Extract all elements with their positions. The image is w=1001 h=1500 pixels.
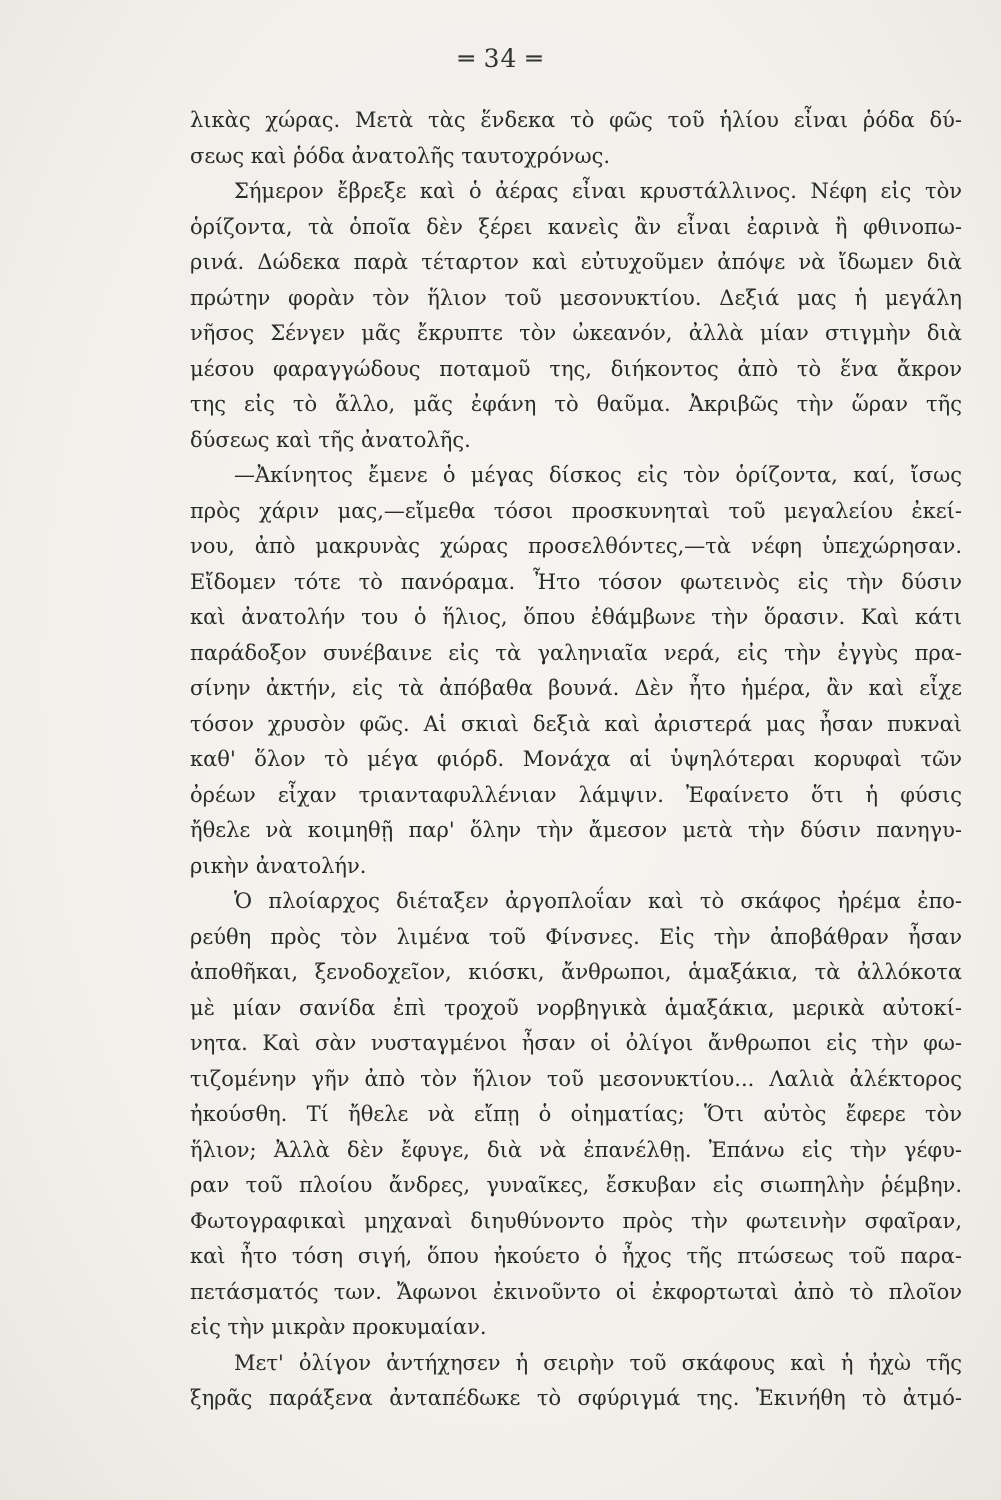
- text-line: σεως καὶ ῥόδα ἀνατολῆς ταυτοχρόνως.: [190, 143, 611, 168]
- text-line: ἥλιον; Ἀλλὰ δὲν ἔφυγε, διὰ νὰ ἐπανέλθῃ. Ἐπάνω εἰς τὴν γέφυ-: [190, 1137, 962, 1162]
- text-line: Εἴδομεν τότε τὸ πανόραμα. Ἦτο τόσον φωτεινὸς εἰς τὴν δύσιν: [190, 569, 962, 594]
- text-line: τιζομένην γῆν ἀπὸ τὸν ἥλιον τοῦ μεσονυκτίου... Λαλιὰ ἀλέκτορος: [190, 1066, 962, 1091]
- text-line: ρεύθη πρὸς τὸν λιμένα τοῦ Φίνσνες. Εἰς τὴν ἀποβάθραν ἦσαν: [190, 924, 962, 949]
- text-line: ὀρέων εἶχαν τριανταφυλλένιαν λάμψιν. Ἐφαίνετο ὅτι ἡ φύσις: [190, 782, 962, 807]
- text-line: δύσεως καὶ τῆς ἀνατολῆς.: [190, 427, 471, 452]
- text-line: σίνην ἀκτήν, εἰς τὰ ἀπόβαθα βουνά. Δὲν ἦτο ἡμέρα, ἂν καὶ εἶχε: [190, 676, 962, 700]
- text-line: ἤθελε νὰ κοιμηθῇ παρ' ὅλην τὴν ἄμεσον μετὰ τὴν δύσιν πανηγυ-: [190, 818, 962, 842]
- text-line: μὲ μίαν σανίδα ἐπὶ τροχοῦ νορβηγικὰ ἁμαξάκια, μερικὰ αὐτοκί-: [190, 995, 962, 1020]
- page-number: ═ 34 ═: [458, 44, 543, 73]
- text-line: μέσου φαραγγώδους ποταμοῦ της, διήκοντος ἀπὸ τὸ ἕνα ἄκρον: [190, 356, 962, 381]
- text-line: παράδοξον συνέβαινε εἰς τὰ γαληνιαῖα νερά, εἰς τὴν ἐγγὺς πρα-: [190, 640, 962, 665]
- text-line: εἰς τὴν μικρὰν προκυμαίαν.: [190, 1315, 487, 1339]
- text-line: καθ' ὅλον τὸ μέγα φιόρδ. Μονάχα αἱ ὑψηλότεραι κορυφαὶ τῶν: [190, 747, 962, 771]
- text-line: καὶ ἦτο τόση σιγή, ὅπου ἠκούετο ὁ ἦχος τῆς πτώσεως τοῦ παρα-: [190, 1244, 962, 1268]
- text-line: ἀποθῆκαι, ξενοδοχεῖον, κιόσκι, ἄνθρωποι, ἁμαξάκια, τὰ ἀλλόκοτα: [190, 960, 962, 984]
- text-line: ρινά. Δώδεκα παρὰ τέταρτον καὶ εὐτυχοῦμεν ἀπόψε νὰ ἴδωμεν διὰ: [190, 250, 962, 274]
- text-line: ξηρᾶς παράξενα ἀνταπέδωκε τὸ σφύριγμά της. Ἐκινήθη τὸ ἀτμό-: [190, 1386, 962, 1410]
- text-line: πρὸς χάριν μας,—εἴμεθα τόσοι προσκυνηταὶ τοῦ μεγαλείου ἐκεί-: [190, 498, 962, 523]
- text-line: Μετ' ὀλίγον ἀντήχησεν ἡ σειρὴν τοῦ σκάφους καὶ ἡ ἠχὼ τῆς: [234, 1350, 962, 1375]
- text-line: ρικὴν ἀνατολήν.: [190, 853, 367, 878]
- text-line: νῆσος Σένγεν μᾶς ἔκρυπτε τὸν ὠκεανόν, ἀλλὰ μίαν στιγμὴν διὰ: [190, 321, 962, 345]
- text-line: λικὰς χώρας. Μετὰ τὰς ἕνδεκα τὸ φῶς τοῦ ἡλίου εἶναι ῥόδα δύ-: [190, 108, 962, 132]
- text-line: ραν τοῦ πλοίου ἄνδρες, γυναῖκες, ἔσκυβαν εἰς σιωπηλὴν ῥέμβην.: [190, 1173, 962, 1197]
- text-line: νου, ἀπὸ μακρυνὰς χώρας προσελθόντες,—τὰ νέφη ὑπεχώρησαν.: [190, 534, 962, 558]
- text-line: τόσον χρυσὸν φῶς. Αἱ σκιαὶ δεξιὰ καὶ ἀριστερά μας ἦσαν πυκναὶ: [190, 711, 962, 736]
- text-line: καὶ ἀνατολήν του ὁ ἥλιος, ὅπου ἐθάμβωνε τὴν ὅρασιν. Καὶ κάτι: [190, 605, 962, 629]
- text-line: πρώτην φορὰν τὸν ἥλιον τοῦ μεσονυκτίου. Δεξιά μας ἡ μεγάλη: [190, 285, 962, 310]
- text-line: ὁρίζοντα, τὰ ὁποῖα δὲν ξέρει κανεὶς ἂν εἶναι ἐαρινὰ ἢ φθινοπω-: [190, 214, 962, 239]
- page-body-text: [190, 103, 962, 1417]
- text-line: Ὁ πλοίαρχος διέταξεν ἀργοπλοΐαν καὶ τὸ σκάφος ἠρέμα ἐπο-: [234, 889, 962, 913]
- text-line: της εἰς τὸ ἄλλο, μᾶς ἐφάνη τὸ θαῦμα. Ἀκριβῶς τὴν ὥραν τῆς: [190, 392, 962, 416]
- text-line: Σήμερον ἔβρεξε καὶ ὁ ἀέρας εἶναι κρυστάλλινος. Νέφη εἰς τὸν: [234, 179, 962, 203]
- text-line: —Ἀκίνητος ἔμενε ὁ μέγας δίσκος εἰς τὸν ὁρίζοντα, καί, ἴσως: [234, 463, 962, 487]
- text-line: ἠκούσθη. Τί ἤθελε νὰ εἴπῃ ὁ οἰηματίας; Ὅτι αὐτὸς ἔφερε τὸν: [190, 1102, 962, 1126]
- text-line: Φωτογραφικαὶ μηχαναὶ διηυθύνοντο πρὸς τὴν φωτεινὴν σφαῖραν,: [190, 1208, 962, 1233]
- text-line: νητα. Καὶ σὰν νυσταγμένοι ἦσαν οἱ ὀλίγοι ἄνθρωποι εἰς τὴν φω-: [190, 1031, 962, 1055]
- text-line: πετάσματός των. Ἄφωνοι ἐκινοῦντο οἱ ἐκφορτωταὶ ἀπὸ τὸ πλοῖον: [190, 1279, 962, 1304]
